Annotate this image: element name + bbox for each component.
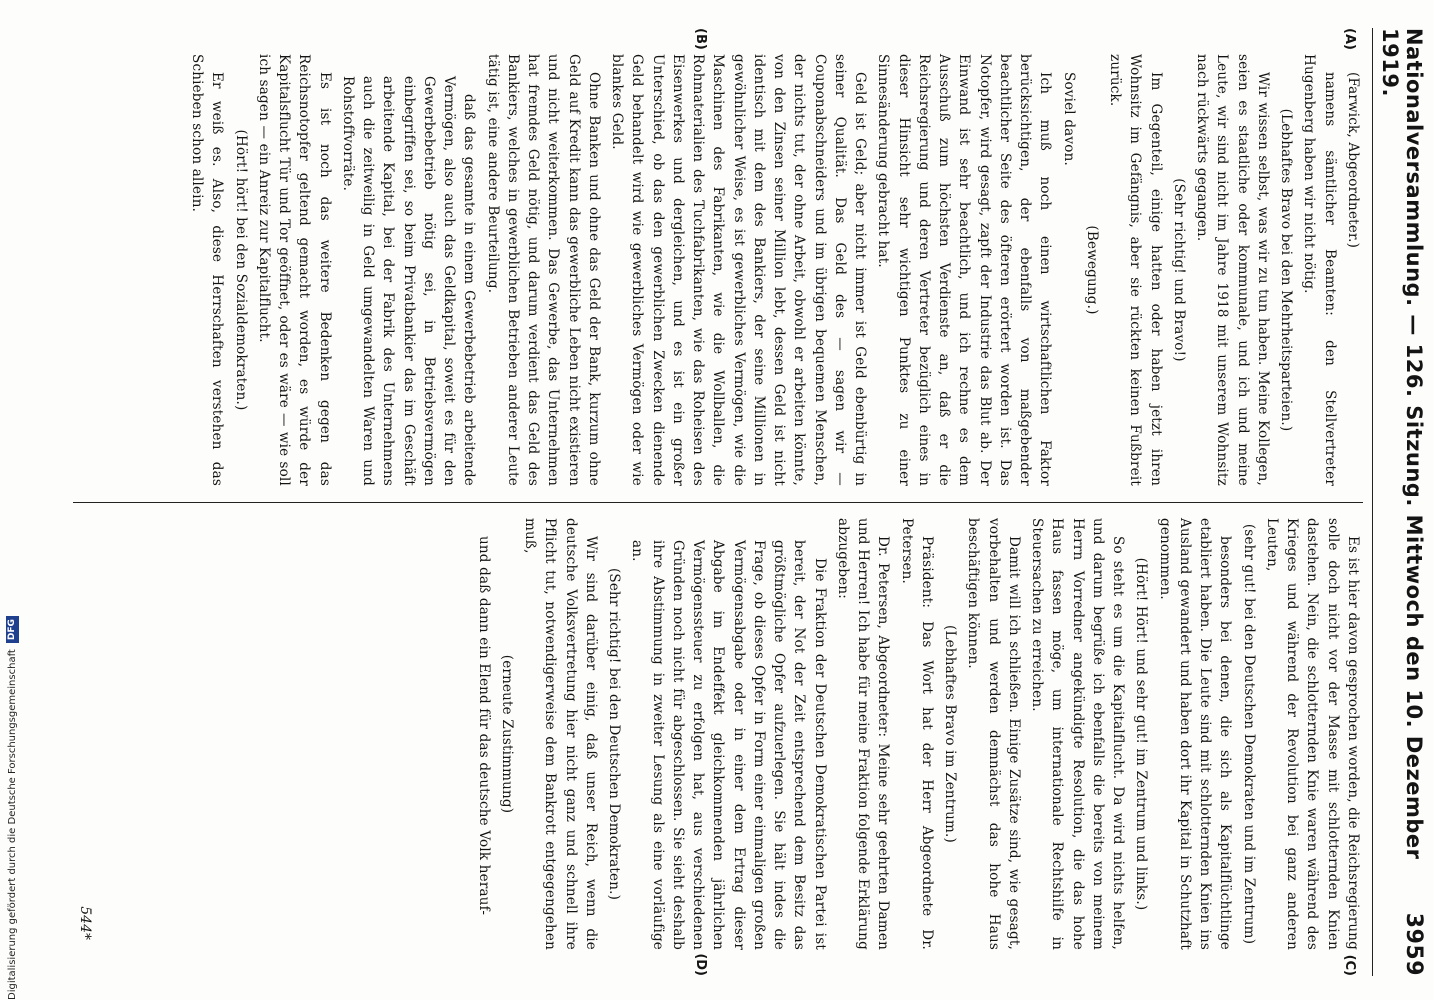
- paragraph: Soviel davon.: [1060, 72, 1077, 166]
- page-number: 3959: [1401, 912, 1426, 976]
- interjection: (Hört! hört! bei den Sozialdemokraten.): [232, 129, 249, 411]
- margin-marker-c: (C): [1342, 954, 1357, 976]
- margin-marker-d: (D): [693, 953, 708, 976]
- paragraph: Geld ist Geld; aber nicht immer ist Geld ebenbürtig in seiner Qualität. Das Geld des — sagen wir — Couponabschneiders und im übrigen bequemen Menschen, der nichts tut, der ohne Arbeit, obwohl er arbeiten könnte, von den Zinsen seiner Million lebt, dessen Geld ist nicht identisch mit dem des Bankiers, der seine Millionen in gewöhnlicher Weise, es ist gewerbliches Vermögen, wie die Maschinen des Fabrikanten, wie die Wollballen, die Rohmaterialien des Tuchfabrikanten, wie das Roheisen des Eisenwerkes und dergleichen, und es ist ein großer Unterschied, ob das den gewerblichen Zwecken dienende Geld behandelt wird wie gewerbliches Vermögen oder wie blankes Geld.: [609, 54, 869, 486]
- paragraph: Ich muß noch einen wirtschaftlichen Faktor berücksichtigen, der ebenfalls von maßgebender beachtlicher Seite des öfteren erörtert worden ist. Das Notopfer, wird gesagt, zapft der Industrie das Blut ab. Der Einwand ist sehr beachtlich, und ich rechne es dem Ausschuß zum höchsten Verdienste an, daß er die Reichsregierung und deren Vertreter bezüglich eines in dieser Hinsicht sehr wichtigen Punktes zu einer Sinnesänderung gebracht hat.: [875, 54, 1054, 486]
- left-column: [73, 28, 1363, 502]
- paragraph: daß das gesamte in einem Gewerbebetrieb arbeitende Vermögen, also auch das Geldkapital, soweit es für den Gewerbebetrieb nötig sei, in Betriebsvermögen einbegriffen sei, so beim Privatbankier das im Geschäft arbeitende Kapital, bei der Fabrik des Unternehmens auch die zeitweilig in Geld umgewandelten Waren und Rohstoffvorräte.: [340, 76, 478, 486]
- two-column-body: [73, 28, 1363, 976]
- paragraph: Er weiß es. Also, diese Herrschaften verstehen das Schieben schon allein.: [189, 54, 226, 486]
- digitization-credit-text: Digitalisierung gefördert durch die Deutsche Forschungsgemeinschaft: [6, 649, 18, 1000]
- digitization-credit: [2, 0, 22, 1000]
- paragraph: (Farwick, Abgeordneter.): [1345, 72, 1361, 249]
- paragraph: Es ist noch das weitere Bedenken gegen das Reichsnotopfer geltend gemacht worden, es würde der Kapitalsflucht Tür und Tor geöffnet, oder es wäre — wie soll ich sagen — ein Anreiz zur Kapitalflucht.: [256, 54, 333, 486]
- signature-mark: 544*: [77, 906, 93, 940]
- running-head-title: Nationalversammlung. — 126. Sitzung. Mittwoch den 10. Dezember 1919.: [1378, 28, 1426, 860]
- margin-marker-b: (B): [693, 28, 708, 50]
- interjection: (Sehr richtig! bei den Deutschen Demokraten.): [606, 567, 623, 901]
- paragraph: Die Fraktion der Deutschen Demokratischen Partei ist bereit, der Not der Zeit entsprechend dem Besitz das größtmögliche Opfer aufzuerlegen. Sie hält indes die Frage, ob dieses Opfer in Form einer einmaligen großen Vermögensabgabe oder in einer dem Ertrag dieser Abgabe im Endeffekt gleichkommenden jährlichen Vermögenssteuer zu erfolgen hat, aus verschiedenen Gründen noch nicht für abgeschlossen. Sie sieht deshalb ihre Abstimmung in zweiter Lesung als eine vorläufige an.: [629, 540, 828, 950]
- paragraph: Es ist hier davon gesprochen worden, die Reichsregierung solle doch nicht vor der Masse mit schlotternden Knien dastehen. Nein, die schlotternden Knie waren während des Krieges und während der Revolution bei ganz anderen Leuten,: [1264, 518, 1361, 950]
- paragraph: und daß dann ein Elend für das deutsche Volk herauf-: [475, 536, 492, 916]
- interjection: (Lebhaftes Bravo bei den Mehrheitsparteien.): [1278, 108, 1295, 432]
- running-head: [1372, 28, 1426, 976]
- paragraph: Wir sind darüber einig, daß unser Reich, wenn die deutsche Volksvertretung hier nicht ganz und schnell ihre Pflicht tut, notwendigerweise dem Bankrott entgegengehen muß,: [522, 518, 599, 950]
- paragraph: Ohne Banken und ohne das Geld der Bank, kurzum ohne Geld auf Kredit kann das gewerbliche Leben nicht existieren und nicht weiterkommen. Das Gewerbe, das Unternehmen hat fremdes Geld nötig, und darum verdient das Geld des Bankiers, welches in gewerblichen Betrieben anderer Leute tätig ist, eine andere Beurteilung.: [484, 54, 602, 486]
- rotated-page-content: [54, 0, 1434, 1000]
- margin-marker-a: (A): [1342, 28, 1357, 50]
- paragraph: Präsident: Das Wort hat der Herr Abgeordnete Dr. Petersen.: [898, 518, 935, 950]
- interjection: (erneute Zustimmung): [499, 654, 515, 814]
- paragraph: Im Gegenteil, einige hatten oder haben jetzt ihren Wohnsitz im Gefängnis, aber sie rückten keinen Fußbreit zurück.: [1107, 54, 1164, 486]
- interjection: (sehr gut! bei den Deutschen Demokraten und im Zentrum): [1240, 523, 1257, 945]
- interjection: (Sehr richtig! und Bravo!): [1171, 178, 1187, 362]
- paragraph: Damit will ich schließen. Einige Zusätze sind, wie gesagt, vorbehalten und werden demnächst das hohe Haus beschäftigen können.: [965, 518, 1022, 950]
- interjection: (Bewegung.): [1084, 225, 1100, 315]
- paragraph: So steht es um die Kapitalflucht. Da wird nichts helfen, und darum begrüße ich ebenfalls die bereits von meinem Herrn Vorredner angekündigte Resolution, die das hohe Haus fassen möge, um internationale Rechtshilfe in Steuersachen zu erreichen.: [1029, 518, 1127, 950]
- dfg-logo: DFG: [6, 616, 19, 643]
- interjection: (Hört! Hört! und sehr gut! im Zentrum und links.): [1133, 557, 1150, 911]
- interjection: (Lebhaftes Bravo im Zentrum.): [942, 625, 959, 843]
- paragraph: Wir wissen selbst, was wir zu tun haben. Meine Kollegen, seien es staatliche oder kommunale, und ich und meine Leute, wir sind nicht im Jahre 1918 mit unserem Wohnsitz nach rückwärts gegangen.: [1194, 54, 1271, 486]
- paragraph: namens sämtlicher Beamten: den Stellvertreter Hugenberg haben wir nicht nötig.: [1301, 54, 1338, 486]
- right-column: [73, 502, 1363, 976]
- paragraph: besonders bei denen, die sich als Kapitalflüchtlinge etabliert haben. Die Leute sind mit schlotternden Knien ins Ausland gewandert und haben dort ihr Kapital in Schutzhaft genommen.: [1156, 518, 1234, 950]
- paragraph: Dr. Petersen, Abgeordneter: Meine sehr geehrten Damen und Herren! Ich habe für meine Fraktion folgende Erklärung abzugeben:: [835, 518, 892, 950]
